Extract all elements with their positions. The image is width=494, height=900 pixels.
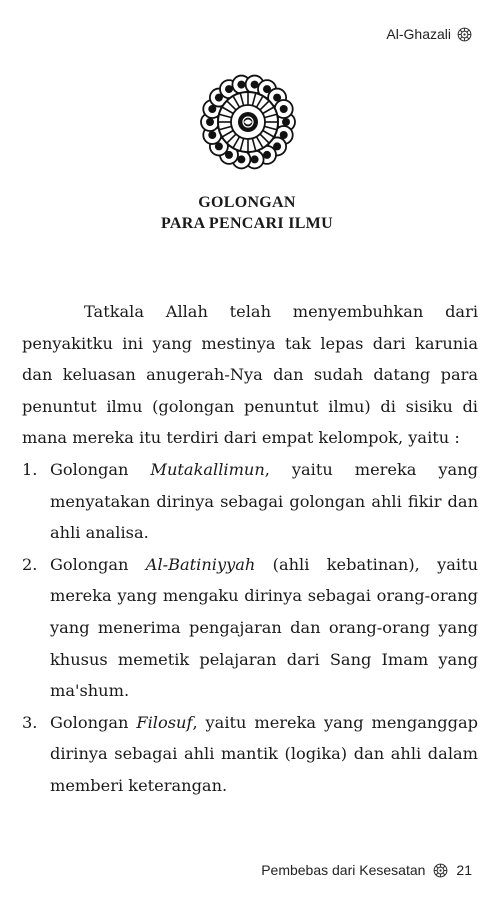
list-item-description: , yaitu mereka yang menyatakan dirinya sebagai golongan ahli fikir dan ahli analisa. [50,459,478,543]
list-item-term: Filosuf [136,712,193,732]
body-text [22,296,478,802]
page-number: 21 [456,862,472,878]
footer-book-title: Pembebas dari Kesesatan [261,862,426,878]
chapter-title-line1: GOLONGAN [198,194,296,211]
list-item-prefix: Golongan [50,712,137,732]
list-item-prefix: Golongan [50,554,146,574]
intro-paragraph: Tatkala Allah telah menyembuhkan dari penyakitku ini yang mestinya tak lepas dari karunia dan keluasan anugerah-Nya dan sudah datang para penuntut ilmu (golongan penuntut ilmu) di sisiku di mana mereka itu terdiri dari empat kelompok, yaitu : [22,302,478,448]
chapter-title-line2: PARA PENCARI ILMU [161,215,333,232]
arabesque-ornament-icon [457,27,472,42]
chapter-emblem-ornament [198,72,298,172]
list-item-prefix: Golongan [50,459,151,479]
group-list [22,454,478,802]
list-number: 1. [22,459,38,479]
list-item-text [50,549,478,707]
list-number: 3. [22,712,38,732]
list-item [22,549,478,707]
list-item-text [50,454,478,549]
arabesque-ornament-icon [433,863,448,878]
running-header [386,26,472,42]
list-item-text [50,707,478,802]
list-item-description: , yaitu mereka yang menganggap dirinya sebagai ahli mantik (logika) dan ahli dalam memberi keterangan. [50,712,479,795]
list-item [22,454,478,549]
header-author: Al-Ghazali [386,26,451,42]
list-item-description: (ahli kebatinan), yaitu mereka yang mengaku dirinya sebagai orang-orang yang menerima pengajaran dan orang-orang yang khusus memetik pelajaran dari Sang Imam yang ma'shum. [50,554,479,701]
chapter-title [0,192,494,234]
running-footer [261,862,472,878]
list-item [22,707,478,802]
list-item-term: Al-Batiniyyah [145,554,256,574]
list-number: 2. [22,554,38,574]
list-item-term: Mutakallimun [150,459,265,479]
